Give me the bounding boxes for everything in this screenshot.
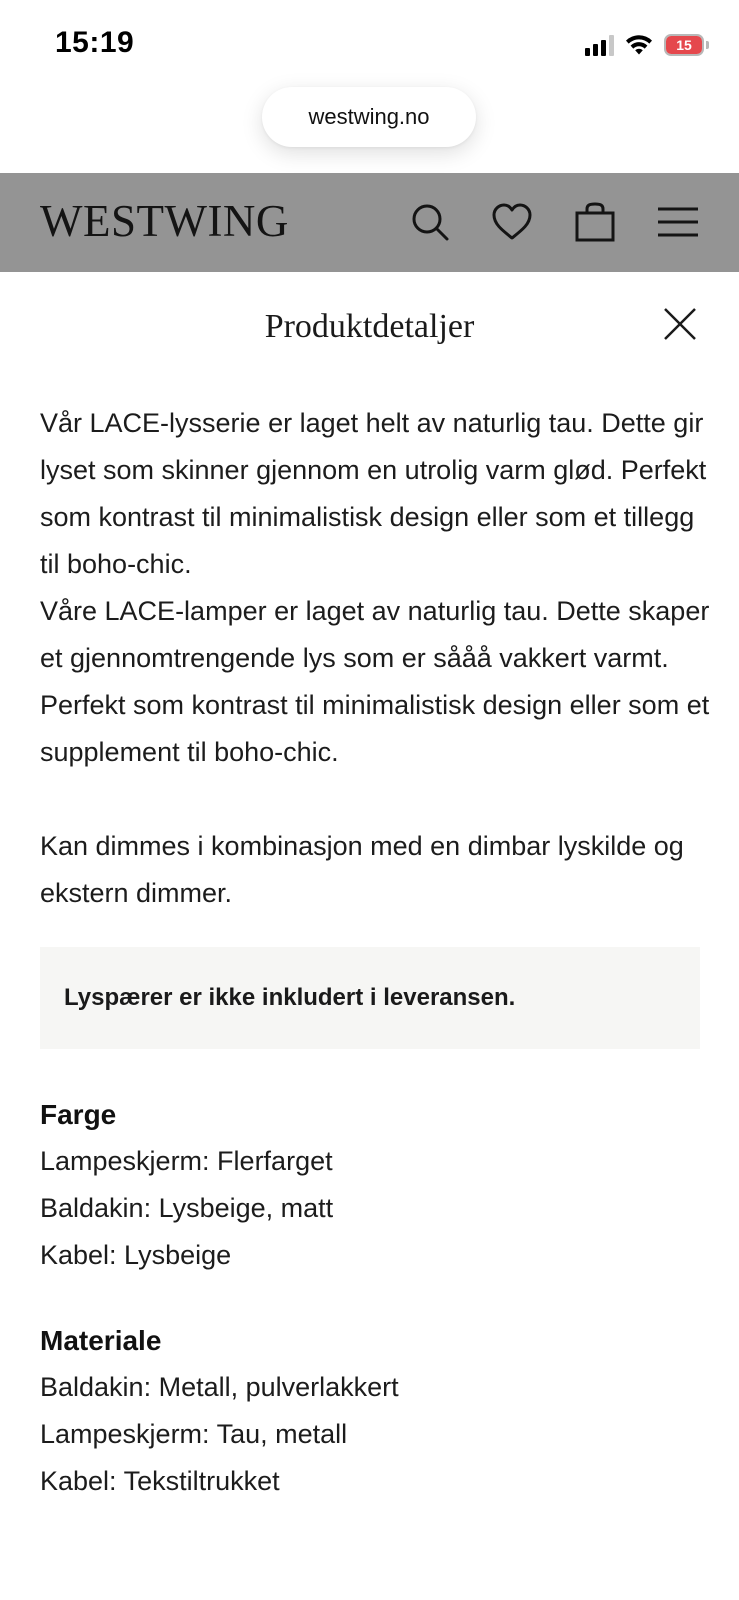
- product-details-panel: [0, 272, 739, 1600]
- spec-line: Lampeskjerm: Flerfarget: [40, 1146, 333, 1176]
- battery-level: 15: [676, 37, 692, 53]
- search-icon[interactable]: [408, 200, 452, 244]
- spec-group-material: [40, 1317, 710, 1505]
- site-header: [0, 173, 739, 272]
- spec-line: Lampeskjerm: Tau, metall: [40, 1419, 348, 1449]
- menu-icon[interactable]: [656, 200, 700, 244]
- bulb-notice: Lyspærer er ikke inkludert i leveransen.: [40, 947, 700, 1049]
- spec-line: Kabel: Lysbeige: [40, 1240, 232, 1270]
- spec-line: Kabel: Tekstiltrukket: [40, 1466, 280, 1496]
- wifi-icon: [624, 33, 654, 57]
- spec-group-color: [40, 1091, 710, 1279]
- panel-title: Produktdetaljer: [264, 308, 475, 345]
- spec-title: Farge: [40, 1099, 117, 1130]
- heart-icon[interactable]: [490, 200, 534, 244]
- spec-line: Baldakin: Metall, pulverlakkert: [40, 1372, 399, 1402]
- url-bar[interactable]: westwing.no: [262, 87, 476, 147]
- dimming-info: Kan dimmes i kombinasjon med en dimbar lyskilde og ekstern dimmer.: [40, 831, 684, 908]
- status-icons: [585, 30, 709, 60]
- status-bar: [0, 0, 739, 88]
- westwing-logo[interactable]: WESTWING: [40, 196, 289, 246]
- close-icon[interactable]: [658, 302, 702, 346]
- cellular-signal-icon: [585, 34, 614, 56]
- description-paragraph: Vår LACE-lysserie er laget helt av naturlig tau. Dette gir lyset som skinner gjennom en utrolig varm glød. Perfekt som kontrast til minimalistisk design eller som et tillegg til boho-chic.: [40, 408, 707, 579]
- description-paragraph: Våre LACE-lamper er laget av naturlig tau. Dette skaper et gjennomtrengende lys som er sååå vakkert varmt. Perfekt som kontrast til minimalistisk design eller som et supplement til boho-chic.: [40, 596, 710, 767]
- shopping-bag-icon[interactable]: [573, 200, 617, 244]
- spec-title: Materiale: [40, 1325, 162, 1356]
- status-time: 15:19: [55, 26, 135, 59]
- battery-icon: [664, 34, 709, 56]
- panel-content: [40, 400, 710, 1505]
- spec-line: Baldakin: Lysbeige, matt: [40, 1193, 334, 1223]
